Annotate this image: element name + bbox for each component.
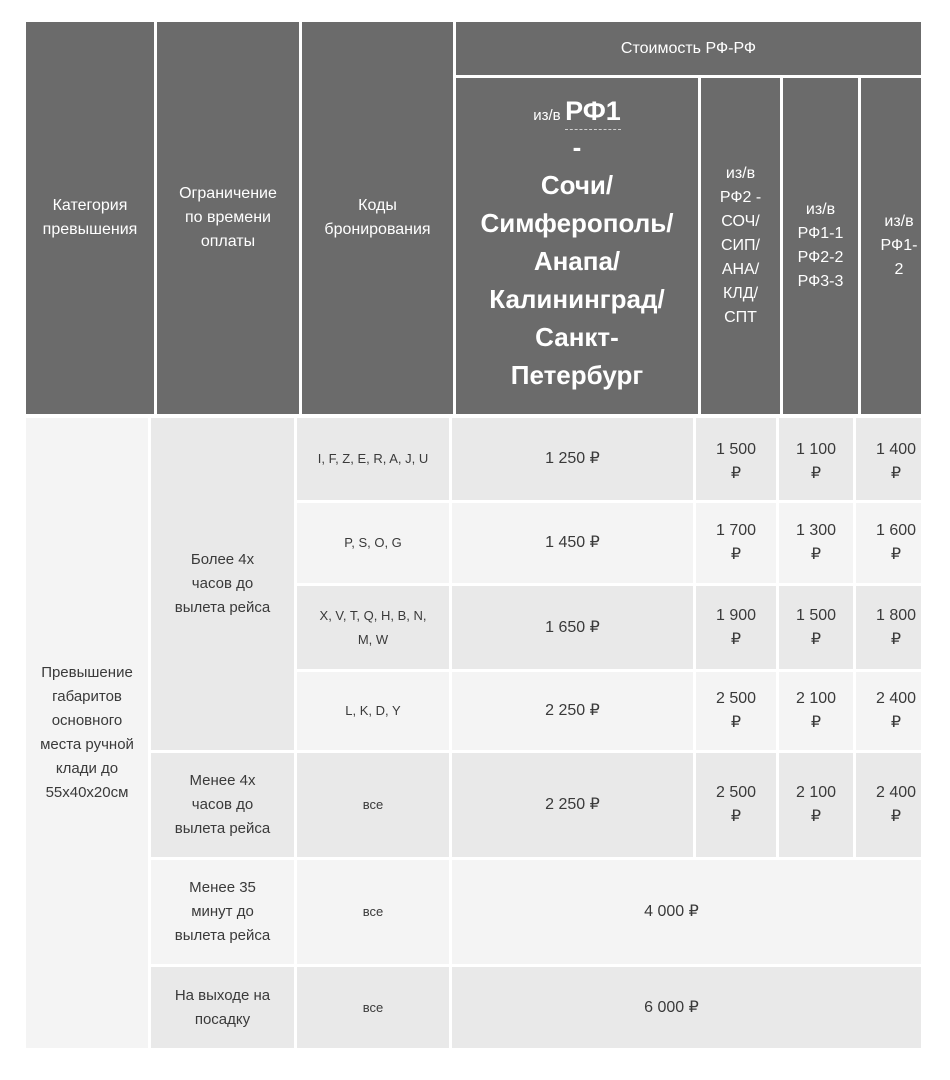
category-label: Превышение габаритов основного места ручной клади до 55x40x20см <box>40 664 134 801</box>
price-value: 4 000 ₽ <box>644 903 699 920</box>
header-col-main-dash: - <box>572 131 582 162</box>
codes-cell <box>297 586 449 669</box>
price-table <box>26 22 921 1052</box>
price-cell <box>779 753 853 857</box>
price-cell <box>696 753 776 857</box>
price-cell <box>696 503 776 583</box>
price-merged-cell <box>452 860 921 964</box>
codes-label: X, V, T, Q, H, B, N, M, W <box>319 607 427 647</box>
header-col-main-city: Симферополь/ <box>480 207 674 238</box>
price-value: 1 400 ₽ <box>875 441 917 482</box>
price-cell <box>696 586 776 669</box>
header-col-main-city: Петербург <box>510 359 644 390</box>
price-value: 2 500 ₽ <box>715 690 757 731</box>
price-cell <box>779 418 853 500</box>
time-limit-label: Менее 35 минут до вылета рейса <box>174 879 271 944</box>
price-cell <box>856 586 921 669</box>
price-value: 1 100 ₽ <box>795 441 837 482</box>
time-limit-cell <box>151 860 294 964</box>
header-category <box>26 22 154 414</box>
price-cell <box>696 418 776 500</box>
price-value: 2 100 ₽ <box>795 784 837 825</box>
price-merged-cell <box>452 967 921 1048</box>
header-col4-label: из/в РФ1-2 <box>880 213 918 278</box>
header-col2 <box>701 78 780 414</box>
price-value: 1 500 ₽ <box>715 441 757 482</box>
header-col4 <box>861 78 921 414</box>
price-cell <box>452 586 693 669</box>
price-cell <box>856 503 921 583</box>
header-col-main-top <box>533 95 621 128</box>
price-cell <box>452 503 693 583</box>
price-value: 2 400 ₽ <box>875 784 917 825</box>
header-col-main-city: Анапа/ <box>533 245 621 276</box>
codes-label: P, S, O, G <box>344 535 402 550</box>
time-limit-label: Более 4х часов до вылета рейса <box>174 551 271 616</box>
price-value: 1 500 ₽ <box>795 606 837 648</box>
price-cell <box>856 418 921 500</box>
codes-label: все <box>362 999 384 1015</box>
header-col-main-prefix: из/в <box>533 106 561 124</box>
header-col2-label: из/в РФ2 - СОЧ/ СИП/ АНА/ КЛД/ СПТ <box>719 165 762 326</box>
header-col3 <box>783 78 858 414</box>
codes-cell <box>297 753 449 857</box>
price-cell <box>856 753 921 857</box>
header-cost-group-label: Стоимость РФ-РФ <box>620 39 757 57</box>
time-limit-label: На выходе на посадку <box>174 986 271 1028</box>
time-limit-cell <box>151 418 294 750</box>
codes-cell <box>297 967 449 1048</box>
time-limit-cell <box>151 753 294 857</box>
price-value: 1 300 ₽ <box>795 522 837 563</box>
price-cell <box>779 503 853 583</box>
codes-cell <box>297 860 449 964</box>
time-limit-cell <box>151 967 294 1048</box>
category-cell <box>26 418 148 1048</box>
header-col-main-city: Санкт- <box>535 321 619 352</box>
price-value: 1 650 ₽ <box>545 618 600 636</box>
codes-label: все <box>362 797 384 812</box>
price-value: 2 400 ₽ <box>875 690 917 731</box>
price-value: 2 500 ₽ <box>715 784 757 825</box>
codes-cell <box>297 672 449 750</box>
codes-cell <box>297 418 449 500</box>
price-value: 1 600 ₽ <box>875 522 917 563</box>
price-value: 1 250 ₽ <box>545 450 600 467</box>
price-value: 1 900 ₽ <box>715 606 757 648</box>
price-cell <box>856 672 921 750</box>
header-col-main-city: Калининград/ <box>489 283 665 314</box>
time-limit-label: Менее 4х часов до вылета рейса <box>174 772 271 837</box>
codes-label: все <box>362 904 384 919</box>
header-booking-codes-label: Коды бронирования <box>324 197 431 238</box>
header-cost-group <box>456 22 921 75</box>
codes-label: I, F, Z, E, R, A, J, U <box>317 451 429 466</box>
price-cell <box>696 672 776 750</box>
header-booking-codes <box>302 22 453 414</box>
price-cell <box>452 672 693 750</box>
price-value: 1 800 ₽ <box>875 606 917 648</box>
price-cell <box>779 586 853 669</box>
header-col3-label: из/в РФ1-1 РФ2-2 РФ3-3 <box>797 201 844 290</box>
header-time-limit-label: Ограничение по времени оплаты <box>179 185 277 250</box>
header-col-main <box>456 78 698 414</box>
price-cell <box>779 672 853 750</box>
price-value: 1 700 ₽ <box>715 522 757 563</box>
price-value: 2 250 ₽ <box>545 796 600 813</box>
price-cell <box>452 418 693 500</box>
price-cell <box>452 753 693 857</box>
price-value: 6 000 ₽ <box>644 998 699 1016</box>
header-col-main-city: Сочи/ <box>540 169 614 200</box>
header-time-limit <box>157 22 299 414</box>
price-value: 1 450 ₽ <box>545 534 600 551</box>
header-col-main-rf1: РФ1 <box>565 96 621 130</box>
header-category-label: Категория превышения <box>42 197 138 238</box>
codes-cell <box>297 503 449 583</box>
price-value: 2 250 ₽ <box>545 702 600 719</box>
codes-label: L, K, D, Y <box>345 703 401 718</box>
price-value: 2 100 ₽ <box>795 690 837 731</box>
